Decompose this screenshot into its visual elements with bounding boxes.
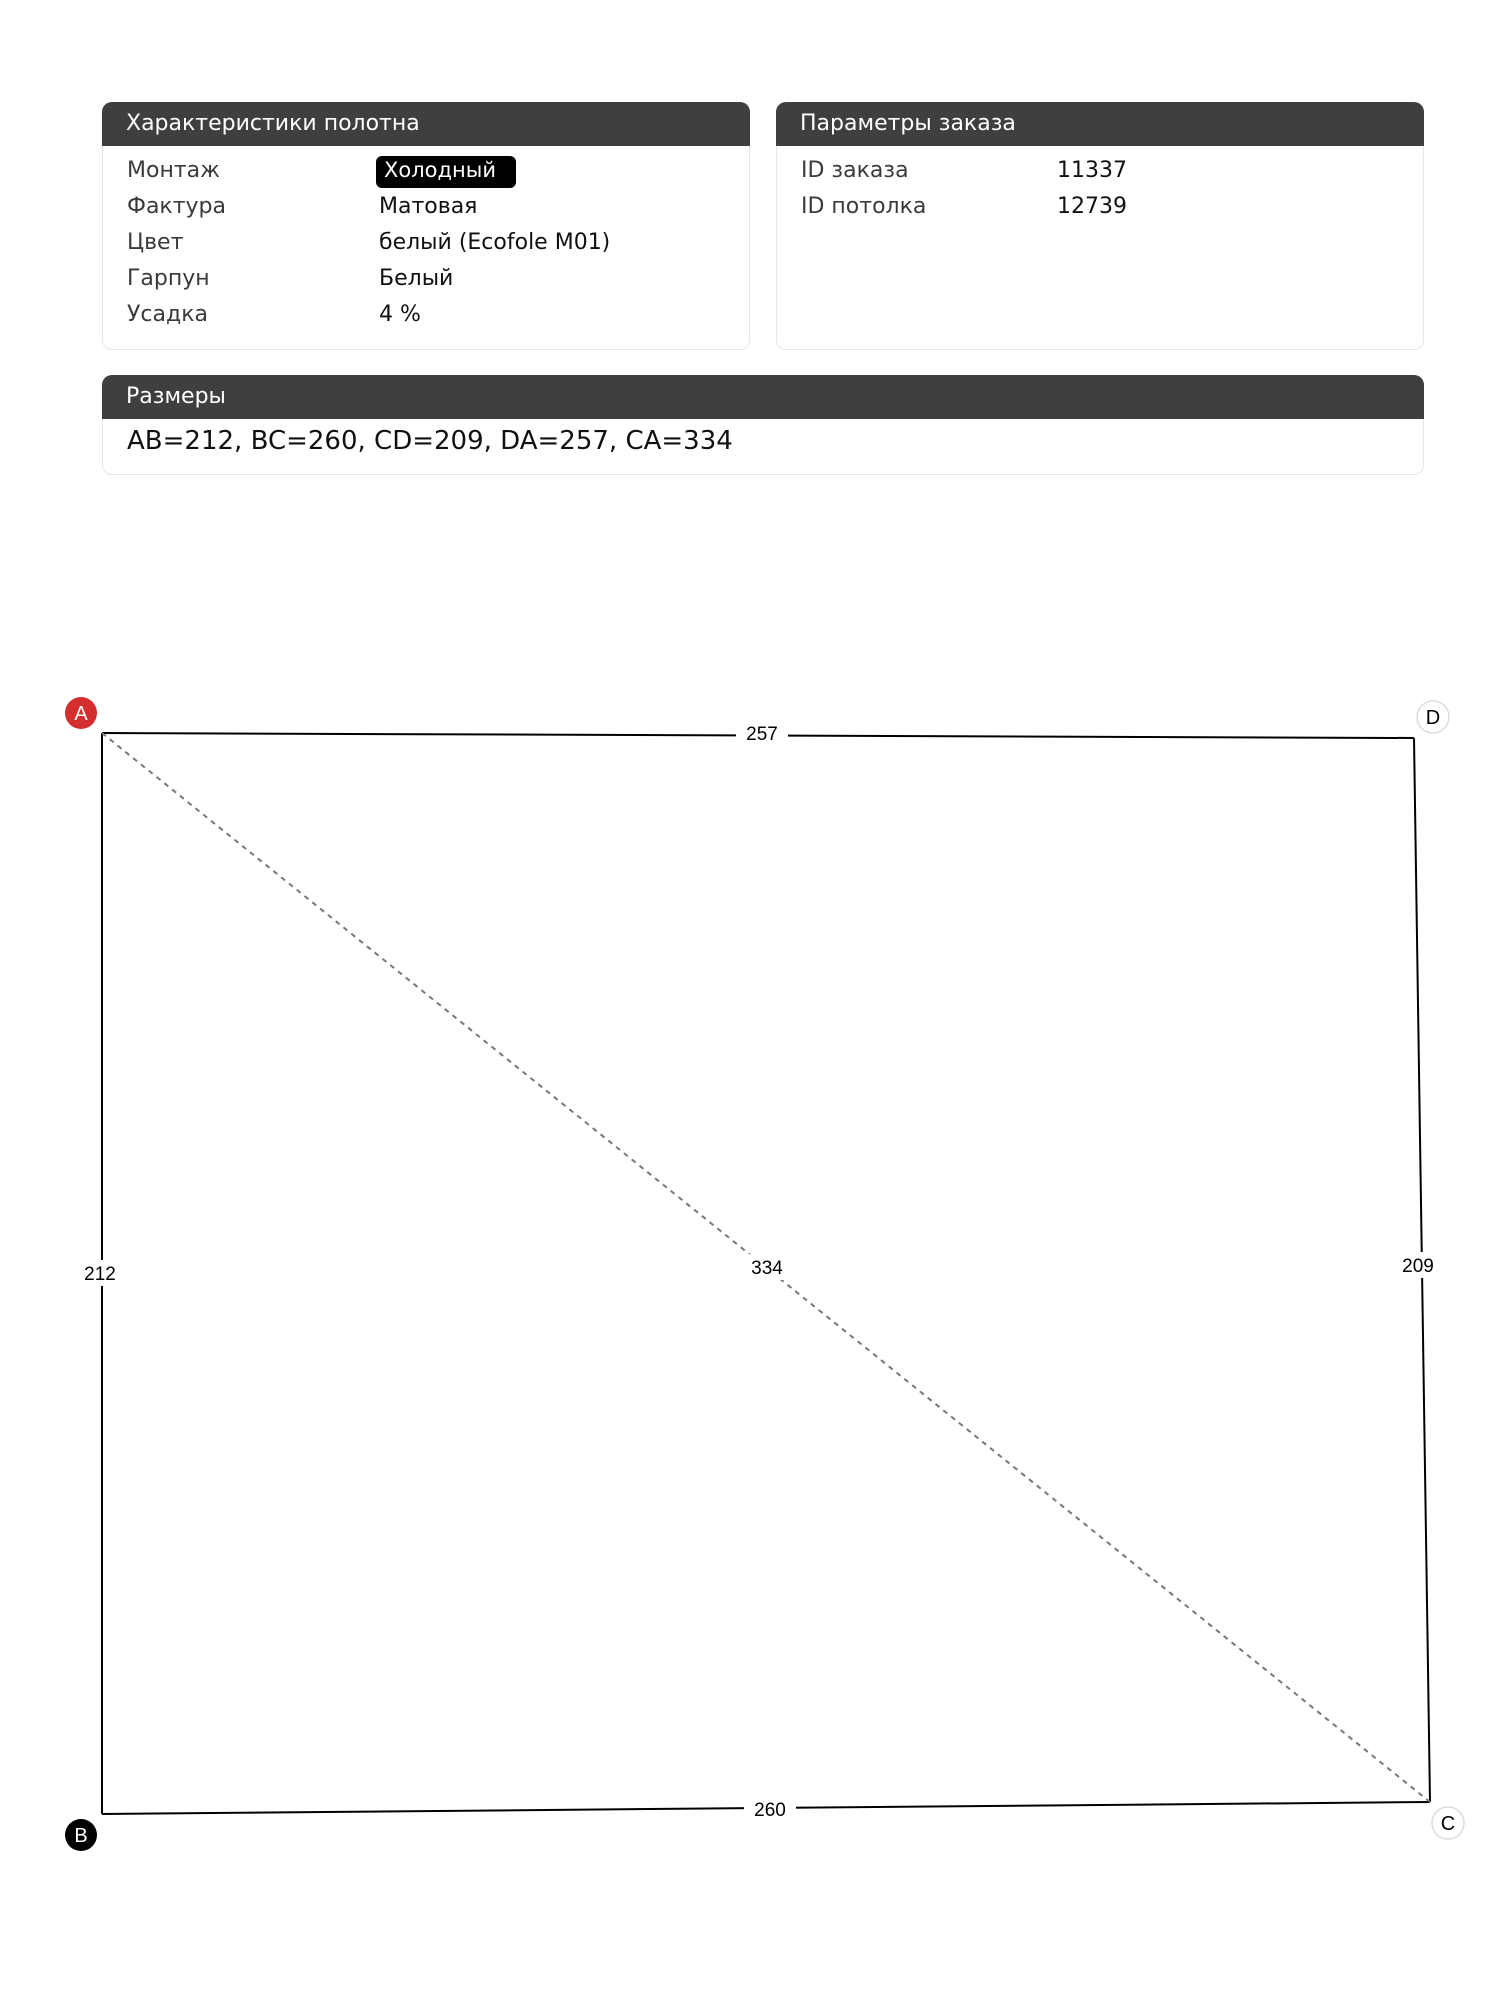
dimensions-summary: AB=212, BC=260, CD=209, DA=257, CA=334 [127,426,733,456]
canvas-characteristics-title: Характеристики полотна [102,102,750,146]
edge-AD-label: 257 [746,724,778,745]
order-params-title: Параметры заказа [776,102,1424,146]
spec-value: Матовая [379,194,478,219]
edge-AC-label: 334 [751,1258,783,1279]
vertex-C-label: C [1440,1813,1456,1835]
order-value: 11337 [1057,158,1127,183]
vertex-D-label: D [1425,707,1441,729]
spec-label: Монтаж [127,158,220,183]
spec-label: Фактура [127,194,226,219]
edge-DC-label: 209 [1402,1256,1434,1277]
vertex-A-label: A [74,703,88,725]
order-label: ID потолка [801,194,927,219]
dimensions-title: Размеры [102,375,1424,419]
order-value: 12739 [1057,194,1127,219]
spec-label: Цвет [127,230,184,255]
vertex-B-label: B [74,1825,88,1847]
edge-BC-label: 260 [754,1800,786,1821]
spec-label: Гарпун [127,266,210,291]
spec-label: Усадка [127,302,208,327]
edge-AB-label: 212 [84,1264,116,1285]
mounting-badge: Холодный [376,156,516,188]
spec-value: белый (Ecofole M01) [379,230,611,255]
spec-value: 4 % [379,302,421,327]
spec-value: Белый [379,266,454,291]
order-label: ID заказа [801,158,909,183]
